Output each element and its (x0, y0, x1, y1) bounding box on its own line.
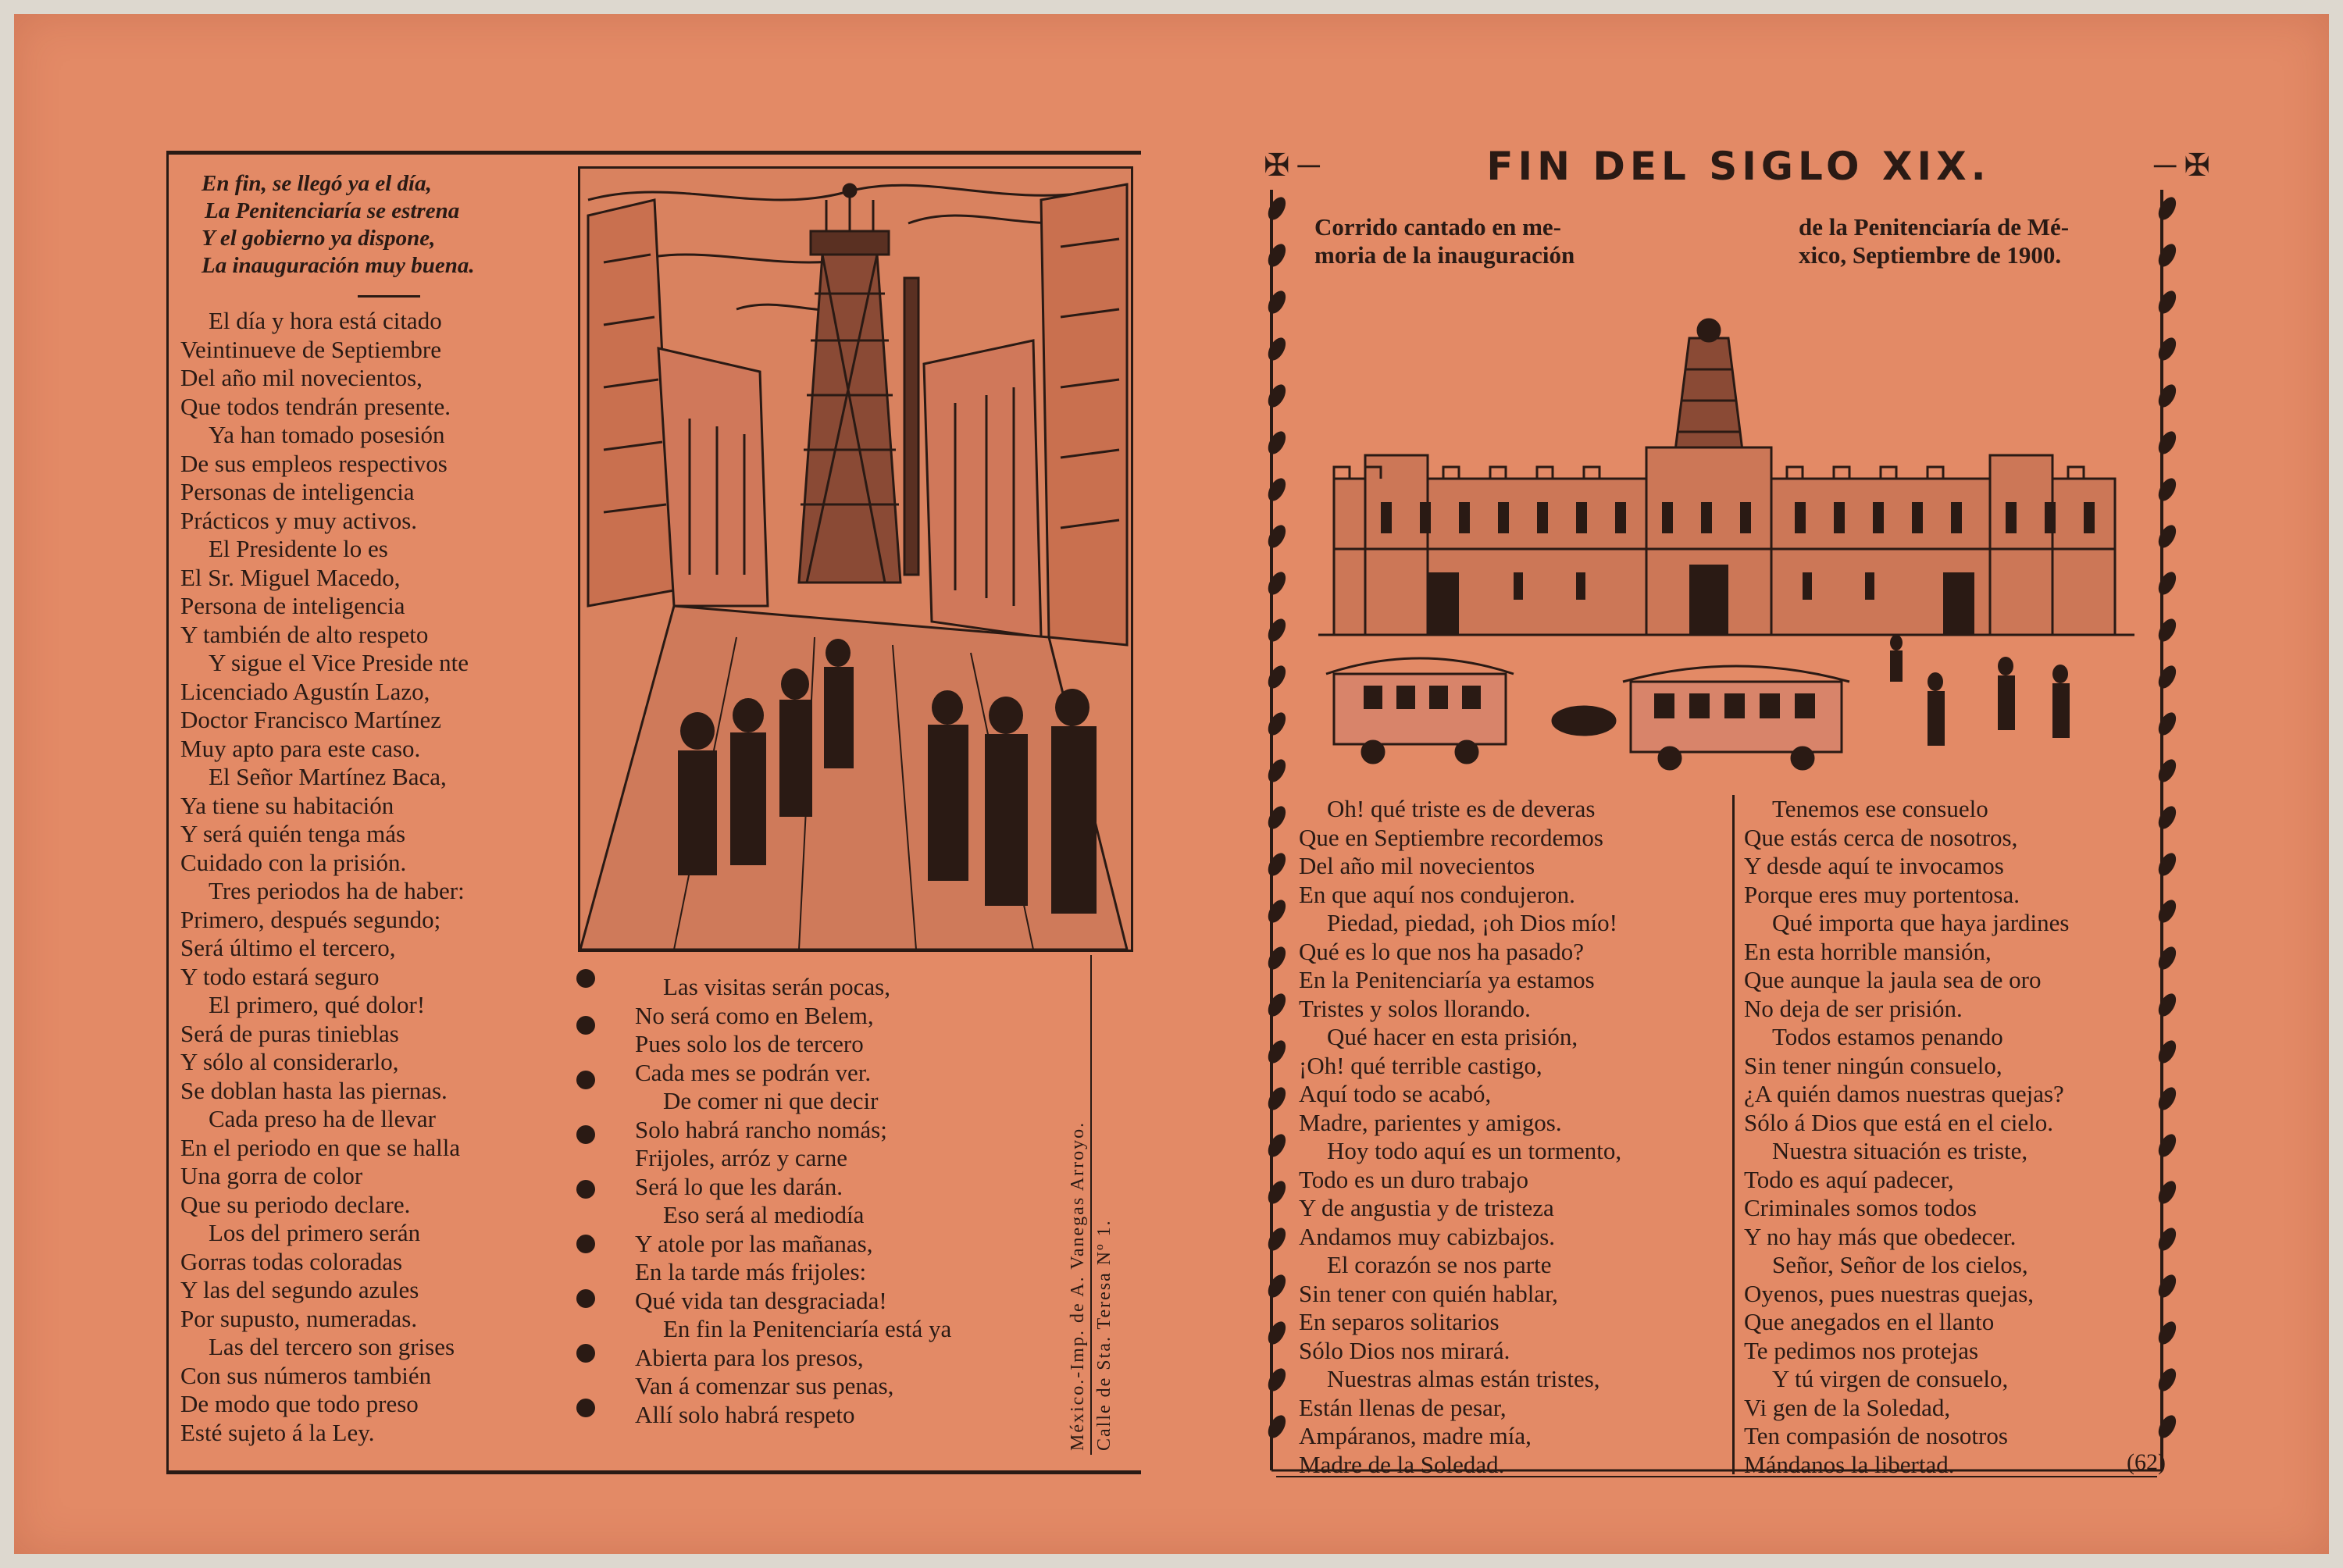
verse-line: Ya han tomado posesión (209, 421, 445, 448)
verse-line: El Señor Martínez Baca, (209, 763, 447, 790)
verse-line: El primero, qué dolor! (209, 991, 426, 1018)
vine-leaf (1264, 616, 1289, 645)
verse-line: Te pedimos nos protejas (1744, 1336, 1979, 1364)
verse-line: Pues solo los de tercero (635, 1030, 864, 1057)
verse-line: Los del primero serán (209, 1219, 421, 1246)
penitentiary-facade-engraving (1318, 315, 2134, 783)
stanza-line: En fin, se llegó ya el día, (201, 171, 432, 196)
verse-line: Que en Septiembre recordemos (1299, 823, 1603, 851)
vine-leaf (1264, 991, 1289, 1020)
left-top-stanza (201, 170, 569, 280)
verse-line: Que su periodo declare. (180, 1190, 411, 1218)
stanza-line: La inauguración muy buena. (201, 253, 475, 278)
verse-line: El Sr. Miguel Macedo, (180, 563, 401, 591)
verse-line: Criminales somos todos (1744, 1194, 1977, 1221)
verse-line: Oyenos, pues nuestras quejas, (1744, 1279, 2035, 1307)
verse-line: Nuestra situación es triste, (1772, 1137, 2028, 1164)
verse-line: No deja de ser prisión. (1744, 994, 1963, 1022)
verse-line: Frijoles, arróz y carne (635, 1144, 847, 1171)
verse-line: Cada preso ha de llevar (209, 1105, 436, 1132)
broadside-title: FIN DEL SIGLO XIX. (1486, 144, 1991, 189)
verse-line: Todo es aquí padecer, (1744, 1165, 1954, 1193)
verse-line: Sin tener ningún consuelo, (1744, 1051, 2002, 1079)
verse-line: Será de puras tinieblas (180, 1019, 399, 1047)
verse-line: Mándanos la libertad. (1744, 1450, 1955, 1478)
verse-line: Solo habrá rancho nomás; (635, 1115, 887, 1143)
verse-line: Del año mil novecientos, (180, 364, 423, 391)
verse-line: Nuestras almas están tristes, (1327, 1365, 1600, 1392)
verse-line: Y también de alto respeto (180, 620, 429, 648)
title-ornament-right-icon: ─ ✠ (2154, 148, 2210, 183)
verse-line: Licenciado Agustín Lazo, (180, 677, 430, 705)
verse-line: Por supusto, numeradas. (180, 1304, 418, 1332)
left-column-verses (180, 307, 571, 1447)
verse-line: Gorras todas coloradas (180, 1247, 403, 1275)
verse-line: Tristes y solos llorando. (1299, 994, 1531, 1022)
verse-line: Andamos muy cabizbajos. (1299, 1222, 1556, 1250)
verse-line: En que aquí nos condujeron. (1299, 880, 1575, 908)
vine-leaf (2155, 335, 2177, 364)
vine-leaf (2155, 663, 2177, 692)
vine-leaf (1264, 241, 1289, 270)
verse-line: Tenemos ese consuelo (1772, 795, 1988, 822)
vine-leaf (2155, 476, 2177, 504)
stanza-line: La Penitenciaría se estrena (205, 198, 460, 223)
verse-line: Ten compasión de nosotros (1744, 1422, 2008, 1449)
verse-line: Que estás cerca de nosotros, (1744, 823, 2018, 851)
vine-leaf (1264, 1413, 1289, 1441)
page-number: (62) (2127, 1449, 2166, 1475)
imprint-line: México.-Imp. de A. Vanegas Arroyo. (1068, 1121, 1088, 1451)
verse-line: Personas de inteligencia (180, 478, 415, 505)
verse-line: En la tarde más frijoles: (635, 1258, 867, 1285)
vine-leaf (1264, 944, 1289, 973)
vine-leaf (2155, 569, 2177, 598)
verse-line: Las del tercero son grises (209, 1333, 455, 1360)
verse-line: Todo es un duro trabajo (1299, 1165, 1528, 1193)
vine-leaf (1264, 476, 1289, 504)
verse-line: Van á comenzar sus penas, (635, 1372, 894, 1399)
verse-line: Muy apto para este caso. (180, 734, 421, 762)
verse-line: Que todos tendrán presente. (180, 392, 451, 420)
vine-leaf (1264, 710, 1289, 739)
verse-line: Primero, después segundo; (180, 905, 441, 933)
verse-line: Cada mes se podrán ver. (635, 1058, 872, 1086)
right-column-two (1744, 795, 2181, 1479)
vine-leaf (1264, 194, 1289, 223)
vine-leaf (2155, 616, 2177, 645)
vine-leaf (1264, 1038, 1289, 1067)
broadside-sheet (14, 14, 2329, 1554)
verse-line: No será como en Belem, (635, 1001, 874, 1029)
verse-line: Qué importa que haya jardines (1772, 909, 2070, 936)
verse-line: Con sus números también (180, 1361, 432, 1389)
facade-illustration (1318, 315, 2134, 783)
vine-leaf (2155, 522, 2177, 551)
verse-line: Y no hay más que obedecer. (1744, 1222, 2017, 1250)
verse-line: Madre de la Soledad. (1299, 1450, 1505, 1478)
verse-line: Será lo que les darán. (635, 1172, 843, 1200)
verse-line: Las visitas serán pocas, (663, 973, 890, 1000)
verse-line: En esta horrible mansión, (1744, 937, 1992, 965)
verse-line: Doctor Francisco Martínez (180, 706, 441, 733)
subtitle-line: Corrido cantado en me- (1314, 213, 1561, 241)
verse-line: Que aunque la jaula sea de oro (1744, 966, 2042, 993)
subtitle-left (1314, 213, 1681, 269)
verse-line: Sólo á Dios que está en el cielo. (1744, 1108, 2054, 1136)
verse-line: En separos solitarios (1299, 1308, 1500, 1335)
verse-line: Ya tiene su habitación (180, 791, 394, 819)
verse-line: Del año mil novecientos (1299, 852, 1535, 879)
verse-line: Y atole por las mañanas, (635, 1229, 873, 1257)
verse-line: Sólo Dios nos mirará. (1299, 1336, 1510, 1364)
verse-line: Sin tener con quién hablar, (1299, 1279, 1558, 1307)
verse-line: Qué hacer en esta prisión, (1327, 1023, 1578, 1050)
verse-line: El día y hora está citado (209, 307, 442, 334)
vine-leaf (1264, 850, 1289, 879)
verse-line: Están llenas de pesar, (1299, 1393, 1507, 1421)
imprint-line: Calle de Sta. Teresa Nº 1. (1094, 1219, 1114, 1451)
middle-column-verses (635, 973, 1072, 1429)
vine-leaf (1264, 804, 1289, 832)
vine-leaf (1264, 288, 1289, 317)
vine-leaf (1264, 897, 1289, 926)
verse-line: Se doblan hasta las piernas. (180, 1076, 448, 1104)
vine-leaf (1264, 1319, 1289, 1348)
verse-line: Abierta para los presos, (635, 1343, 864, 1371)
verse-line: Vi gen de la Soledad, (1744, 1393, 1951, 1421)
subtitle-line: de la Penitenciaría de Mé- (1799, 213, 2070, 241)
vine-leaf (1264, 1085, 1289, 1114)
vine-leaf (2155, 382, 2177, 411)
vine-leaf (1264, 1366, 1289, 1395)
vine-leaf (1264, 663, 1289, 692)
vine-leaf (1264, 1225, 1289, 1254)
verse-line: Y será quién tenga más (180, 820, 406, 847)
verse-line: Porque eres muy portentosa. (1744, 880, 2020, 908)
verse-line: Ampáranos, madre mía, (1299, 1422, 1532, 1449)
verse-line: En la Penitenciaría ya estamos (1299, 966, 1595, 993)
vine-leaf (1264, 335, 1289, 364)
verse-line: Será último el tercero, (180, 934, 396, 961)
verse-line: El Presidente lo es (209, 535, 388, 562)
stanza-line: Y el gobierno ya dispone, (201, 226, 436, 251)
right-column-one (1299, 795, 1736, 1479)
verse-line: Y tú virgen de consuelo, (1772, 1365, 2009, 1392)
verse-line: Allí solo habrá respeto (635, 1400, 855, 1428)
verse-line: Todos estamos penando (1772, 1023, 2003, 1050)
verse-line: Y todo estará seguro (180, 962, 380, 990)
verse-line: De comer ni que decir (663, 1087, 879, 1114)
verse-line: ¿A quién damos nuestras quejas? (1744, 1080, 2064, 1107)
verse-line: Y sólo al considerarlo, (180, 1048, 399, 1075)
vine-leaf (1264, 429, 1289, 458)
verse-line: Una gorra de color (180, 1162, 363, 1189)
verse-line: Persona de inteligencia (180, 592, 405, 619)
vine-leaf (1264, 757, 1289, 786)
verse-line: Que anegados en el llanto (1744, 1308, 1995, 1335)
subtitle-line: moria de la inauguración (1314, 241, 1575, 269)
printer-imprint (1065, 935, 1118, 1451)
engraving-illustration (580, 169, 1131, 950)
vine-leaf (1264, 569, 1289, 598)
vine-leaf (2155, 288, 2177, 317)
subtitle-line: xico, Septiembre de 1900. (1799, 241, 2062, 269)
verse-line: ¡Oh! qué terrible castigo, (1299, 1051, 1542, 1079)
vine-leaf (1264, 1178, 1289, 1207)
verse-line: Veintinueve de Septiembre (180, 335, 442, 363)
verse-line: El corazón se nos parte (1327, 1251, 1552, 1278)
title-ornament-left-icon: ✠ ─ (1264, 148, 1320, 183)
verse-line: Esté sujeto á la Ley. (180, 1418, 375, 1446)
verse-line: Hoy todo aquí es un tormento, (1327, 1137, 1622, 1164)
verse-line: Y las del segundo azules (180, 1276, 419, 1303)
verse-line: Aquí todo se acabó, (1299, 1080, 1492, 1107)
verse-line: Tres periodos ha de haber: (209, 877, 465, 904)
verse-line: Cuidado con la prisión. (180, 848, 407, 876)
vine-leaf (2155, 710, 2177, 739)
stanza-separator (358, 295, 420, 298)
verse-line: De sus empleos respectivos (180, 449, 448, 477)
verse-line: Qué es lo que nos ha pasado? (1299, 937, 1585, 965)
vine-leaf (2155, 757, 2177, 786)
verse-line: Señor, Señor de los cielos, (1772, 1251, 2028, 1278)
verse-line: Prácticos y muy activos. (180, 506, 418, 534)
verse-line: Oh! qué triste es de deveras (1327, 795, 1596, 822)
verse-line: Qué vida tan desgraciada! (635, 1286, 887, 1314)
verse-line: En el periodo en que se halla (180, 1133, 461, 1161)
ornament-flourish-icon (570, 955, 601, 1439)
subtitle-right (1799, 213, 2174, 269)
vine-leaf (1264, 1272, 1289, 1301)
vine-leaf (1264, 1131, 1289, 1160)
verse-line: En fin la Penitenciaría está ya (663, 1315, 952, 1342)
ornament-column (570, 955, 601, 1439)
verse-line: Y desde aquí te invocamos (1744, 852, 2004, 879)
verse-line: Piedad, piedad, ¡oh Dios mío! (1327, 909, 1617, 936)
verse-line: Madre, parientes y amigos. (1299, 1108, 1562, 1136)
verse-line: Eso será al mediodía (663, 1201, 865, 1228)
vine-leaf (2155, 429, 2177, 458)
verse-line: Y de angustia y de tristeza (1299, 1194, 1554, 1221)
verse-line: Y sigue el Vice Preside nte (209, 649, 469, 676)
verse-line: De modo que todo preso (180, 1390, 419, 1417)
vine-leaf (1264, 382, 1289, 411)
vine-leaf (1264, 522, 1289, 551)
penitentiary-courtyard-engraving (578, 166, 1133, 952)
